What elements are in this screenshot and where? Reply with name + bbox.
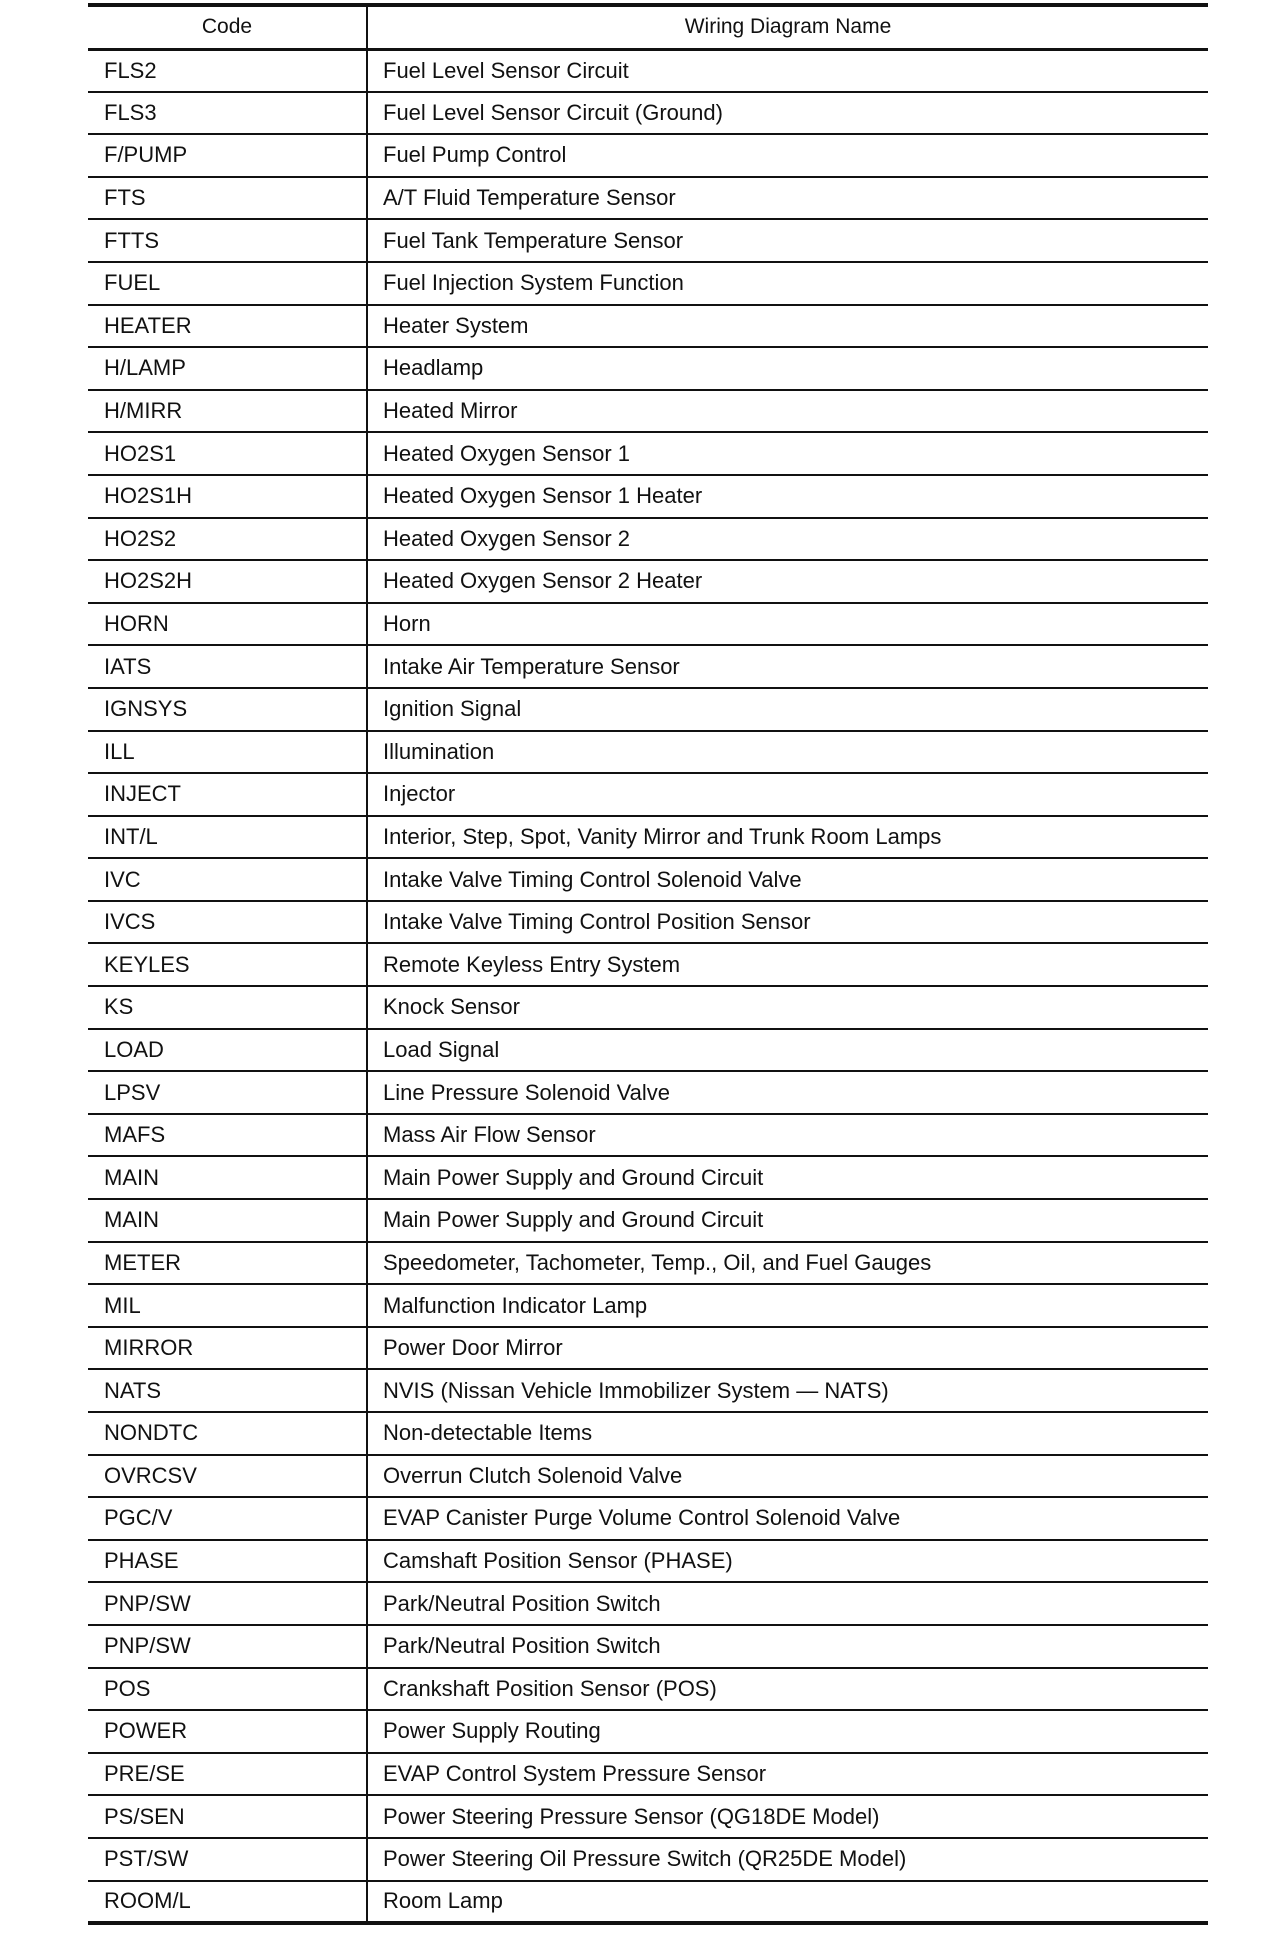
cell-code: MAIN: [88, 1199, 367, 1242]
table-row: [88, 688, 1208, 731]
cell-code: HO2S2: [88, 518, 367, 561]
table-row: [88, 1881, 1208, 1924]
cell-wiring-diagram-name: Headlamp: [367, 347, 1208, 390]
table-row: [88, 560, 1208, 603]
cell-code: ILL: [88, 731, 367, 774]
cell-code: FUEL: [88, 262, 367, 305]
cell-code: INJECT: [88, 773, 367, 816]
cell-code: FTTS: [88, 219, 367, 262]
cell-wiring-diagram-name: Heated Mirror: [367, 390, 1208, 433]
table-row: [88, 1156, 1208, 1199]
cell-wiring-diagram-name: Intake Valve Timing Control Solenoid Valve: [367, 858, 1208, 901]
table-row: [88, 134, 1208, 177]
cell-wiring-diagram-name: Remote Keyless Entry System: [367, 943, 1208, 986]
cell-wiring-diagram-name: Mass Air Flow Sensor: [367, 1114, 1208, 1157]
cell-wiring-diagram-name: Room Lamp: [367, 1881, 1208, 1924]
cell-code: HORN: [88, 603, 367, 646]
cell-wiring-diagram-name: Power Supply Routing: [367, 1710, 1208, 1753]
table-row: [88, 1668, 1208, 1711]
cell-wiring-diagram-name: Main Power Supply and Ground Circuit: [367, 1156, 1208, 1199]
cell-wiring-diagram-name: Horn: [367, 603, 1208, 646]
table-row: [88, 1710, 1208, 1753]
cell-code: MAFS: [88, 1114, 367, 1157]
cell-wiring-diagram-name: Power Door Mirror: [367, 1327, 1208, 1370]
cell-wiring-diagram-name: Power Steering Pressure Sensor (QG18DE Model): [367, 1795, 1208, 1838]
table-row: [88, 816, 1208, 859]
table-row: [88, 1540, 1208, 1583]
cell-code: H/MIRR: [88, 390, 367, 433]
cell-code: MIRROR: [88, 1327, 367, 1370]
table-row: [88, 731, 1208, 774]
cell-wiring-diagram-name: Heated Oxygen Sensor 2 Heater: [367, 560, 1208, 603]
cell-wiring-diagram-name: Line Pressure Solenoid Valve: [367, 1071, 1208, 1114]
cell-wiring-diagram-name: Fuel Level Sensor Circuit: [367, 49, 1208, 92]
cell-code: POWER: [88, 1710, 367, 1753]
cell-wiring-diagram-name: Fuel Tank Temperature Sensor: [367, 219, 1208, 262]
cell-code: FTS: [88, 177, 367, 220]
cell-code: PST/SW: [88, 1838, 367, 1881]
cell-code: MIL: [88, 1284, 367, 1327]
cell-wiring-diagram-name: Camshaft Position Sensor (PHASE): [367, 1540, 1208, 1583]
table-row: [88, 603, 1208, 646]
cell-code: PRE/SE: [88, 1753, 367, 1796]
cell-code: HEATER: [88, 305, 367, 348]
table-row: [88, 1369, 1208, 1412]
cell-code: IATS: [88, 645, 367, 688]
cell-wiring-diagram-name: EVAP Control System Pressure Sensor: [367, 1753, 1208, 1796]
cell-wiring-diagram-name: EVAP Canister Purge Volume Control Solenoid Valve: [367, 1497, 1208, 1540]
cell-code: H/LAMP: [88, 347, 367, 390]
cell-wiring-diagram-name: Knock Sensor: [367, 986, 1208, 1029]
cell-wiring-diagram-name: A/T Fluid Temperature Sensor: [367, 177, 1208, 220]
table-body: [88, 49, 1208, 1923]
table-row: [88, 1455, 1208, 1498]
cell-code: MAIN: [88, 1156, 367, 1199]
cell-wiring-diagram-name: Intake Air Temperature Sensor: [367, 645, 1208, 688]
cell-wiring-diagram-name: Park/Neutral Position Switch: [367, 1625, 1208, 1668]
cell-code: IVC: [88, 858, 367, 901]
cell-code: HO2S2H: [88, 560, 367, 603]
table-row: [88, 1625, 1208, 1668]
wiring-diagram-code-table: [88, 3, 1208, 1925]
cell-code: FLS2: [88, 49, 367, 92]
table-row: [88, 262, 1208, 305]
cell-wiring-diagram-name: Heated Oxygen Sensor 2: [367, 518, 1208, 561]
cell-code: KEYLES: [88, 943, 367, 986]
table-row: [88, 645, 1208, 688]
cell-wiring-diagram-name: Heated Oxygen Sensor 1: [367, 432, 1208, 475]
cell-code: LPSV: [88, 1071, 367, 1114]
cell-code: OVRCSV: [88, 1455, 367, 1498]
cell-code: INT/L: [88, 816, 367, 859]
column-header-code: Code: [88, 5, 367, 49]
table-row: [88, 986, 1208, 1029]
cell-wiring-diagram-name: Interior, Step, Spot, Vanity Mirror and Trunk Room Lamps: [367, 816, 1208, 859]
table-row: [88, 1412, 1208, 1455]
cell-code: PNP/SW: [88, 1625, 367, 1668]
cell-wiring-diagram-name: Fuel Pump Control: [367, 134, 1208, 177]
table-row: [88, 858, 1208, 901]
table-row: [88, 1199, 1208, 1242]
cell-code: HO2S1H: [88, 475, 367, 518]
table-row: [88, 219, 1208, 262]
cell-wiring-diagram-name: Crankshaft Position Sensor (POS): [367, 1668, 1208, 1711]
cell-code: NONDTC: [88, 1412, 367, 1455]
table-row: [88, 347, 1208, 390]
table-row: [88, 1497, 1208, 1540]
cell-wiring-diagram-name: Power Steering Oil Pressure Switch (QR25DE Model): [367, 1838, 1208, 1881]
cell-wiring-diagram-name: Fuel Level Sensor Circuit (Ground): [367, 92, 1208, 135]
cell-code: PGC/V: [88, 1497, 367, 1540]
table-row: [88, 1029, 1208, 1072]
table-row: [88, 1242, 1208, 1285]
table-row: [88, 518, 1208, 561]
cell-wiring-diagram-name: Fuel Injection System Function: [367, 262, 1208, 305]
cell-wiring-diagram-name: Speedometer, Tachometer, Temp., Oil, and Fuel Gauges: [367, 1242, 1208, 1285]
table-header: [88, 5, 1208, 49]
cell-code: HO2S1: [88, 432, 367, 475]
cell-code: PHASE: [88, 1540, 367, 1583]
cell-wiring-diagram-name: Non-detectable Items: [367, 1412, 1208, 1455]
table-row: [88, 475, 1208, 518]
table-row: [88, 1582, 1208, 1625]
cell-code: FLS3: [88, 92, 367, 135]
cell-code: F/PUMP: [88, 134, 367, 177]
cell-code: METER: [88, 1242, 367, 1285]
cell-wiring-diagram-name: Intake Valve Timing Control Position Sensor: [367, 901, 1208, 944]
table-row: [88, 901, 1208, 944]
table-row: [88, 92, 1208, 135]
cell-code: IGNSYS: [88, 688, 367, 731]
cell-wiring-diagram-name: Park/Neutral Position Switch: [367, 1582, 1208, 1625]
table-row: [88, 1838, 1208, 1881]
cell-code: POS: [88, 1668, 367, 1711]
table-row: [88, 1114, 1208, 1157]
cell-wiring-diagram-name: Heated Oxygen Sensor 1 Heater: [367, 475, 1208, 518]
cell-code: ROOM/L: [88, 1881, 367, 1924]
table-row: [88, 177, 1208, 220]
cell-code: PNP/SW: [88, 1582, 367, 1625]
cell-wiring-diagram-name: Illumination: [367, 731, 1208, 774]
cell-wiring-diagram-name: Main Power Supply and Ground Circuit: [367, 1199, 1208, 1242]
table-row: [88, 49, 1208, 92]
table-row: [88, 1327, 1208, 1370]
cell-wiring-diagram-name: Malfunction Indicator Lamp: [367, 1284, 1208, 1327]
table-row: [88, 1795, 1208, 1838]
cell-wiring-diagram-name: Ignition Signal: [367, 688, 1208, 731]
cell-wiring-diagram-name: Injector: [367, 773, 1208, 816]
table-row: [88, 1071, 1208, 1114]
cell-code: IVCS: [88, 901, 367, 944]
table-row: [88, 390, 1208, 433]
header-row: [88, 5, 1208, 49]
table-row: [88, 305, 1208, 348]
cell-code: KS: [88, 986, 367, 1029]
table-row: [88, 773, 1208, 816]
cell-wiring-diagram-name: NVIS (Nissan Vehicle Immobilizer System — NATS): [367, 1369, 1208, 1412]
cell-code: PS/SEN: [88, 1795, 367, 1838]
table-row: [88, 1284, 1208, 1327]
column-header-name: Wiring Diagram Name: [367, 5, 1208, 49]
cell-code: LOAD: [88, 1029, 367, 1072]
cell-wiring-diagram-name: Overrun Clutch Solenoid Valve: [367, 1455, 1208, 1498]
cell-wiring-diagram-name: Load Signal: [367, 1029, 1208, 1072]
cell-wiring-diagram-name: Heater System: [367, 305, 1208, 348]
table-row: [88, 432, 1208, 475]
table-row: [88, 1753, 1208, 1796]
cell-code: NATS: [88, 1369, 367, 1412]
table-row: [88, 943, 1208, 986]
